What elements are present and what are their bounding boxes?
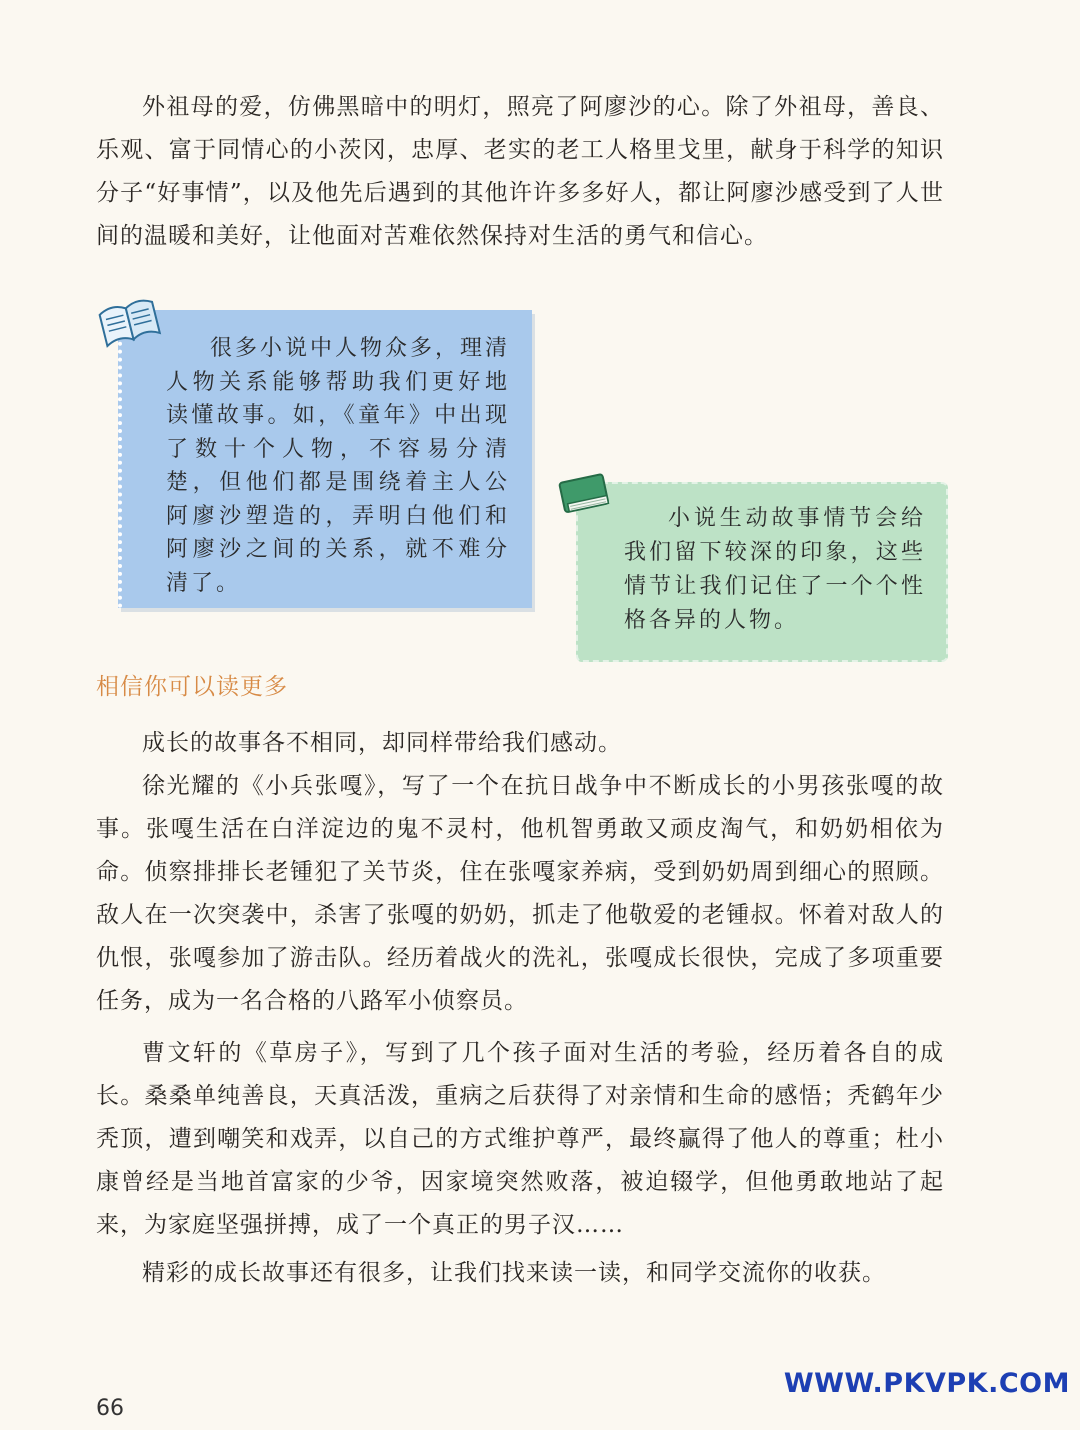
reading-tip-text-green: 小说生动故事情节会给我们留下较深的印象，这些情节让我们记住了一个个性格各异的人物。: [624, 506, 926, 633]
section-paragraph: 曹文轩的《草房子》，写到了几个孩子面对生活的考验，经历着各自的成长。桑桑单纯善良，天真活泼，重病之后获得了对亲情和生命的感悟；秃鹤年少秃顶，遭到嘲笑和戏弄，以自己的方式维护尊严，最终赢得了他人的尊重；杜小康曾经是当地首富家的少爷，因家境突然败落，被迫辍学，但他勇敢地站了起来，为家庭坚强拼搏，成了一个真正的男子汉……: [96, 1040, 944, 1238]
intro-paragraph: 外祖母的爱，仿佛黑暗中的明灯，照亮了阿廖沙的心。除了外祖母，善良、乐观、富于同情心的小茨冈，忠厚、老实的老工人格里戈里，献身于科学的知识分子“好事情”，以及他先后遇到的其他许许多多好人，都让阿廖沙感受到了人世间的温暖和美好，让他面对苦难依然保持对生活的勇气和信心。: [96, 94, 944, 249]
section-paragraph: 精彩的成长故事还有很多，让我们找来读一读，和同学交流你的收获。: [142, 1260, 886, 1286]
section-paragraph: 成长的故事各不相同，却同样带给我们感动。: [142, 730, 622, 756]
reading-tip-note-blue: [118, 310, 532, 608]
reading-tip-text: 很多小说中人物众多，理清人物关系能够帮助我们更好地读懂故事。如，《童年》中出现了数十个人物，不容易分清楚，但他们都是围绕着主人公阿廖沙塑造的，弄明白他们和阿廖沙之间的关系，就不难分清了。: [166, 336, 511, 596]
watermark: WWW.PKVPK.COM: [783, 1368, 1070, 1399]
section-title: 相信你可以读更多: [96, 674, 288, 700]
page-number: 66: [96, 1396, 124, 1421]
reading-tip-note-green: [576, 482, 948, 662]
open-book-icon: [96, 294, 162, 348]
green-book-icon: [554, 470, 616, 518]
section-paragraph: 徐光耀的《小兵张嘎》，写了一个在抗日战争中不断成长的小男孩张嘎的故事。张嘎生活在白洋淀边的鬼不灵村，他机智勇敢又顽皮淘气，和奶奶相依为命。侦察排排长老锺犯了关节炎，住在张嘎家养病，受到奶奶周到细心的照顾。敌人在一次突袭中，杀害了张嘎的奶奶，抓走了他敬爱的老锺叔。怀着对敌人的仇恨，张嘎参加了游击队。经历着战火的洗礼，张嘎成长很快，完成了多项重要任务，成为一名合格的八路军小侦察员。: [96, 773, 944, 1014]
